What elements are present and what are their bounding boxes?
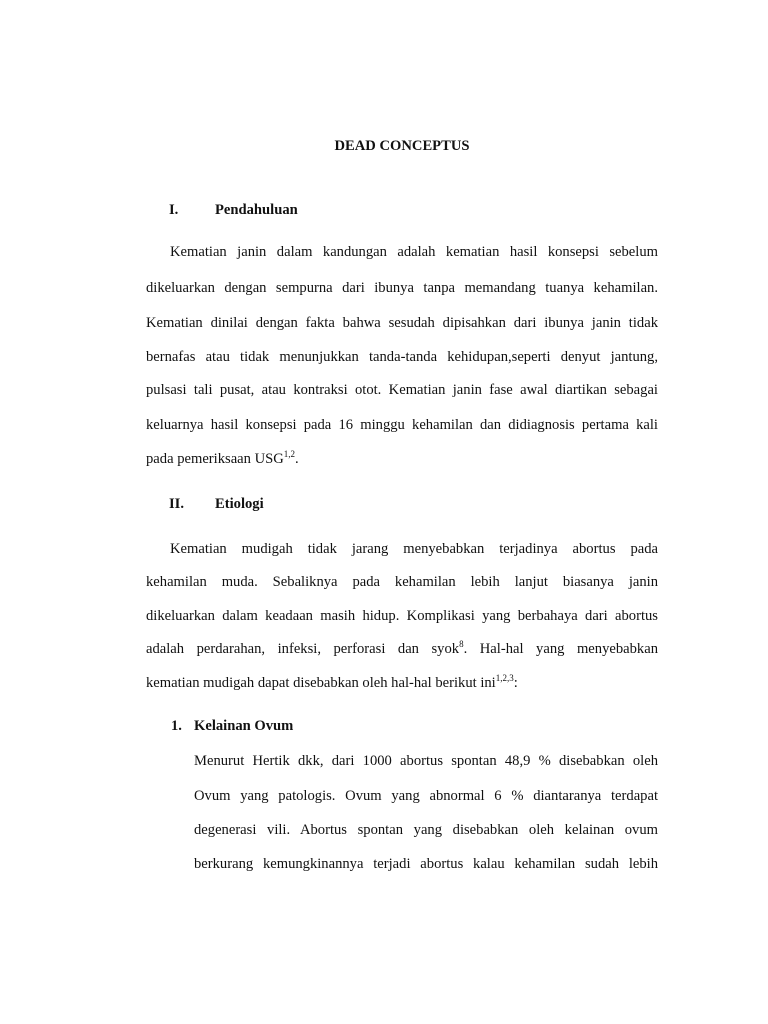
line-text: kematian mudigah dapat disebabkan oleh hal-hal berikut ini — [146, 675, 496, 691]
paragraph-line: Ovum yang patologis. Ovum yang abnormal 6 % diantaranya terdapat — [194, 788, 658, 804]
paragraph-line: dikeluarkan dalam keadaan masih hidup. Komplikasi yang berbahaya dari abortus — [146, 608, 658, 624]
line-text: . — [295, 451, 299, 467]
paragraph-line: pulsasi tali pusat, atau kontraksi otot. Kematian janin fase awal diartikan sebagai — [146, 382, 658, 398]
paragraph-line — [146, 640, 658, 658]
citation-superscript: 8 — [459, 639, 464, 649]
subsection-number: 1. — [171, 718, 182, 734]
paragraph-line: kehamilan muda. Sebaliknya pada kehamilan lebih lanjut biasanya janin — [146, 574, 658, 590]
section-number: I. — [169, 202, 179, 218]
paragraph-line — [146, 450, 658, 468]
document-title: DEAD CONCEPTUS — [334, 138, 470, 154]
line-text: adalah perdarahan, infeksi, perforasi dan syok — [146, 641, 460, 657]
citation-superscript: 1,2,3 — [495, 673, 514, 683]
line-text: . Hal-hal yang menyebabkan — [463, 641, 658, 657]
paragraph-line: keluarnya hasil konsepsi pada 16 minggu kehamilan dan didiagnosis pertama kali — [146, 417, 658, 433]
paragraph-line: Kematian janin dalam kandungan adalah kematian hasil konsepsi sebelum — [170, 244, 658, 260]
paragraph-line: Kematian dinilai dengan fakta bahwa sesudah dipisahkan dari ibunya janin tidak — [146, 315, 658, 331]
section-number: II. — [169, 496, 185, 512]
paragraph-line: bernafas atau tidak menunjukkan tanda-tanda kehidupan,seperti denyut jantung, — [146, 349, 658, 365]
paragraph-line: dikeluarkan dengan sempurna dari ibunya tanpa memandang tuanya kehamilan. — [146, 280, 658, 296]
section-title: Pendahuluan — [215, 202, 298, 218]
paragraph-line: Menurut Hertik dkk, dari 1000 abortus spontan 48,9 % disebabkan oleh — [194, 753, 658, 769]
line-text: pada pemeriksaan USG — [146, 451, 284, 467]
citation-superscript: 1,2 — [283, 449, 296, 459]
paragraph-line: degenerasi vili. Abortus spontan yang disebabkan oleh kelainan ovum — [194, 822, 658, 838]
line-text: : — [513, 675, 518, 691]
paragraph-line: berkurang kemungkinannya terjadi abortus kalau kehamilan sudah lebih — [194, 856, 658, 872]
paragraph-line — [146, 674, 658, 692]
section-title: Etiologi — [215, 496, 264, 512]
subsection-title: Kelainan Ovum — [194, 718, 294, 734]
paragraph-line: Kematian mudigah tidak jarang menyebabkan terjadinya abortus pada — [170, 541, 658, 557]
